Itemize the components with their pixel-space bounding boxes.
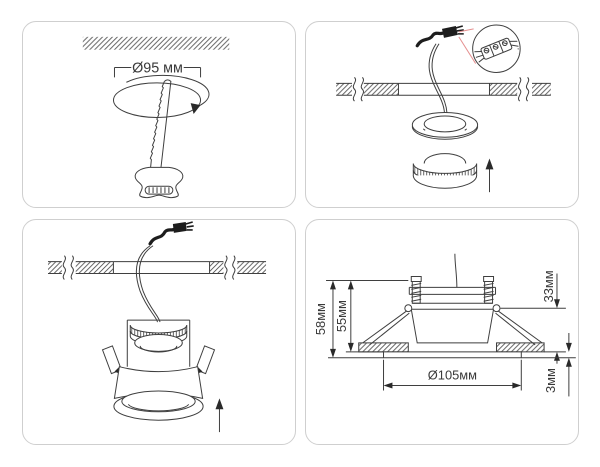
wire-connector [417,26,463,46]
ceiling-section [48,256,266,280]
wire-connector [150,222,194,244]
trim-plate [412,113,477,140]
detail-circle-terminal-block [469,25,525,73]
hole-diameter-dimension [114,60,200,77]
drywall-saw [135,80,183,198]
dimension-bezel-diameter [384,360,522,391]
trim-bezel [384,352,522,358]
supply-wire [455,254,457,288]
spring-post-left [411,276,421,303]
top-plates [409,287,495,303]
fixture-side-view [359,254,544,358]
saw-handle [135,167,183,197]
panel-step4-dimensions [305,219,579,445]
module-lens [413,175,476,188]
spring-arm-left [363,311,410,345]
total-height-label: 58мм [313,303,329,336]
break-line [519,77,529,101]
module-dome [424,154,466,164]
ceiling-hatch [83,37,229,50]
panel-step1-cut-hole [22,21,296,208]
lamp-module [413,154,476,189]
bezel-diameter-label: Ø105мм [427,367,478,383]
supply-wire [429,44,447,113]
spring-post-right [484,276,494,303]
fixture-assembly [103,320,215,420]
fixture-body [114,367,203,421]
ceiling-hole-edge [113,262,209,274]
step2-drawing [306,22,578,207]
fixture-body [411,309,493,343]
spring-pivot-left [405,305,412,312]
ceiling-hole-edge [398,83,489,95]
insert-up-arrow-icon [486,159,494,193]
bezel-thickness-label: 3мм [542,368,558,394]
ceiling-section [336,77,551,101]
panel-step2-connect-wiring [305,21,579,208]
clip-height-label: 33мм [541,270,557,303]
break-line [63,256,73,280]
insert-up-arrow-icon [215,398,223,432]
step4-drawing [306,220,578,444]
recessed-height-label: 55мм [333,300,349,333]
panel-step3-insert-fixture [22,219,296,445]
spring-pivot-right [493,305,500,312]
hole-diameter-label: Ø95 мм [132,60,183,77]
step1-drawing [23,22,295,207]
step3-drawing [23,220,295,444]
dimension-recessed-height [334,280,354,351]
supply-wire [136,246,160,322]
break-line [353,77,363,101]
break-line [225,256,235,280]
spring-arm-right [496,311,543,345]
ceiling-section [359,343,544,352]
cut-circle [113,83,200,118]
